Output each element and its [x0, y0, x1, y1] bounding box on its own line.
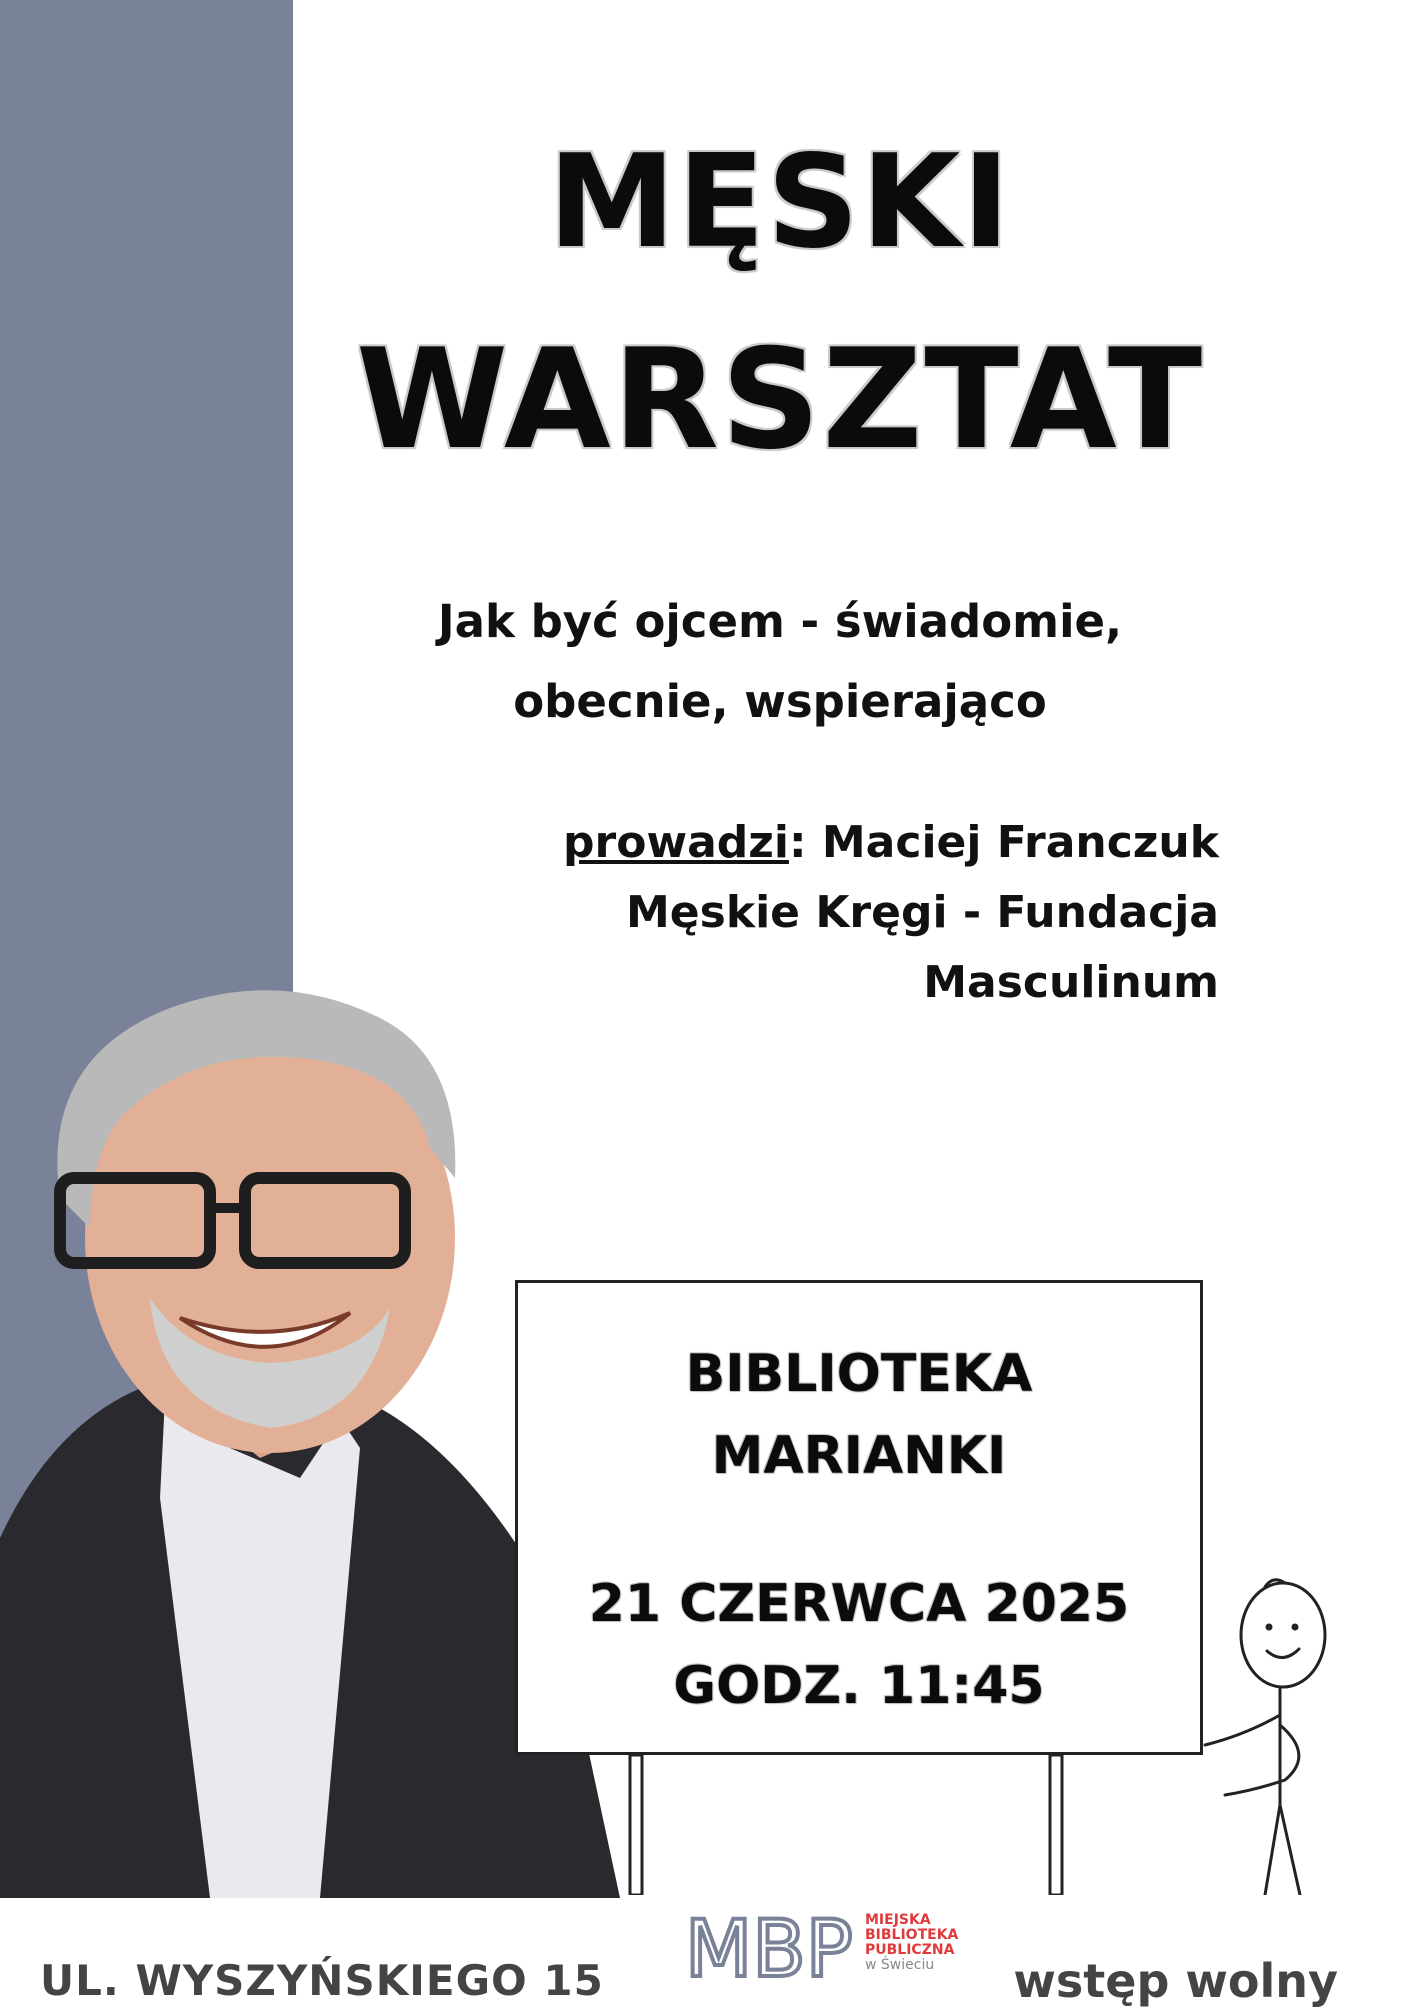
sign-place: [518, 1333, 1200, 1497]
logo-line-3: PUBLICZNA: [865, 1942, 955, 1958]
presenter-org-line-1: Męskie Kręgi - Fundacja: [626, 887, 1219, 938]
sign-legs: [515, 1755, 1203, 1895]
presenter-label: prowadzi: [563, 817, 789, 868]
logo-letters: MBP: [685, 1905, 853, 1992]
logo-line-2: BIBLIOTEKA: [865, 1927, 959, 1943]
logo-text: [865, 1913, 958, 1973]
subtitle-line-1: Jak być ojcem - świadomie,: [437, 595, 1123, 648]
logo-line-1: MIEJSKA: [865, 1912, 931, 1928]
sign-place-line-1: BIBLIOTEKA: [685, 1344, 1033, 1404]
title-line-1: MĘSKI: [548, 128, 1012, 277]
footer-entry: wstęp wolny: [1013, 1954, 1338, 2008]
stickman-icon: [1195, 1565, 1340, 1895]
presenter-org-line-2: Masculinum: [923, 957, 1219, 1008]
footer-address: UL. WYSZYŃSKIEGO 15: [40, 1956, 604, 2005]
sign-place-line-2: MARIANKI: [711, 1426, 1007, 1486]
sign-time: GODZ. 11:45: [673, 1656, 1045, 1716]
logo-line-4: w Świeciu: [865, 1957, 935, 1973]
subtitle-line-2: obecnie, wspierająco: [513, 675, 1047, 728]
presenter-name-line: [399, 808, 1219, 878]
event-sign: [515, 1280, 1203, 1755]
presenter-name: : Maciej Franczuk: [788, 817, 1219, 868]
sign-datetime: [518, 1563, 1200, 1727]
subtitle: [330, 582, 1230, 742]
sign-date: 21 CZERWCA 2025: [588, 1574, 1130, 1634]
title-line-2: WARSZTAT: [355, 319, 1205, 480]
